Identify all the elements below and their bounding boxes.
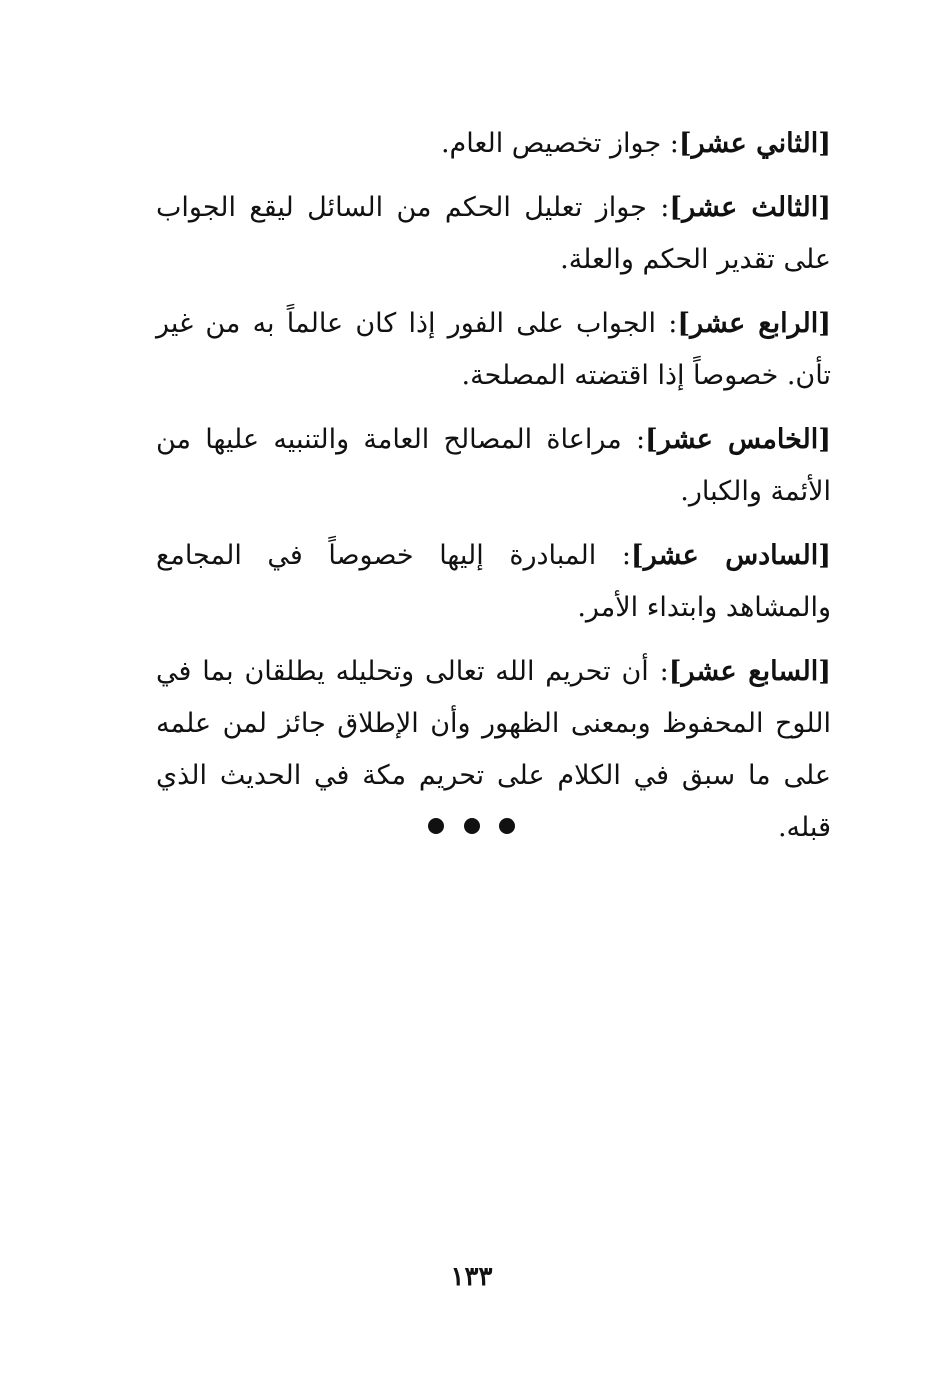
page-number: ١٣٣ — [450, 1262, 493, 1292]
paragraph-15 — [156, 414, 831, 518]
paragraph-text: : الجواب على الفور إذا كان عالماً به من غير تأن. خصوصاً إذا اقتضته المصلحة. — [156, 308, 831, 391]
paragraph-label: [الخامس عشر] — [645, 424, 831, 455]
paragraph-text: : أن تحريم الله تعالى وتحليله يطلقان بما في اللوح المحفوظ وبمعنى الظهور وأن الإطلاق جائز لمن علمه على ما سبق في الكلام على تحريم مكة في الحديث الذي قبله. — [156, 656, 831, 843]
paragraph-text: : مراعاة المصالح العامة والتنبيه عليها من الأئمة والكبار. — [156, 424, 831, 507]
paragraph-label: [السابع عشر] — [668, 656, 831, 687]
paragraph-text: : جواز تعليل الحكم من السائل ليقع الجواب على تقدير الحكم والعلة. — [156, 192, 831, 275]
paragraph-label: [الرابع عشر] — [677, 308, 831, 339]
section-separator — [0, 818, 943, 838]
separator-dot — [428, 818, 444, 834]
paragraph-label: [الثالث عشر] — [669, 192, 831, 223]
paragraph-label: [السادس عشر] — [630, 540, 831, 571]
paragraph-text: : جواز تخصيص العام. — [440, 128, 679, 159]
paragraph-13 — [156, 182, 831, 286]
paragraph-label: [الثاني عشر] — [678, 128, 831, 159]
separator-dot — [499, 818, 515, 834]
paragraph-text: : المبادرة إليها خصوصاً في المجامع والمشاهد وابتداء الأمر. — [156, 540, 831, 623]
page-body — [156, 118, 831, 866]
paragraph-12 — [156, 118, 831, 170]
paragraph-16 — [156, 530, 831, 634]
paragraph-14 — [156, 298, 831, 402]
separator-dot — [464, 818, 480, 834]
